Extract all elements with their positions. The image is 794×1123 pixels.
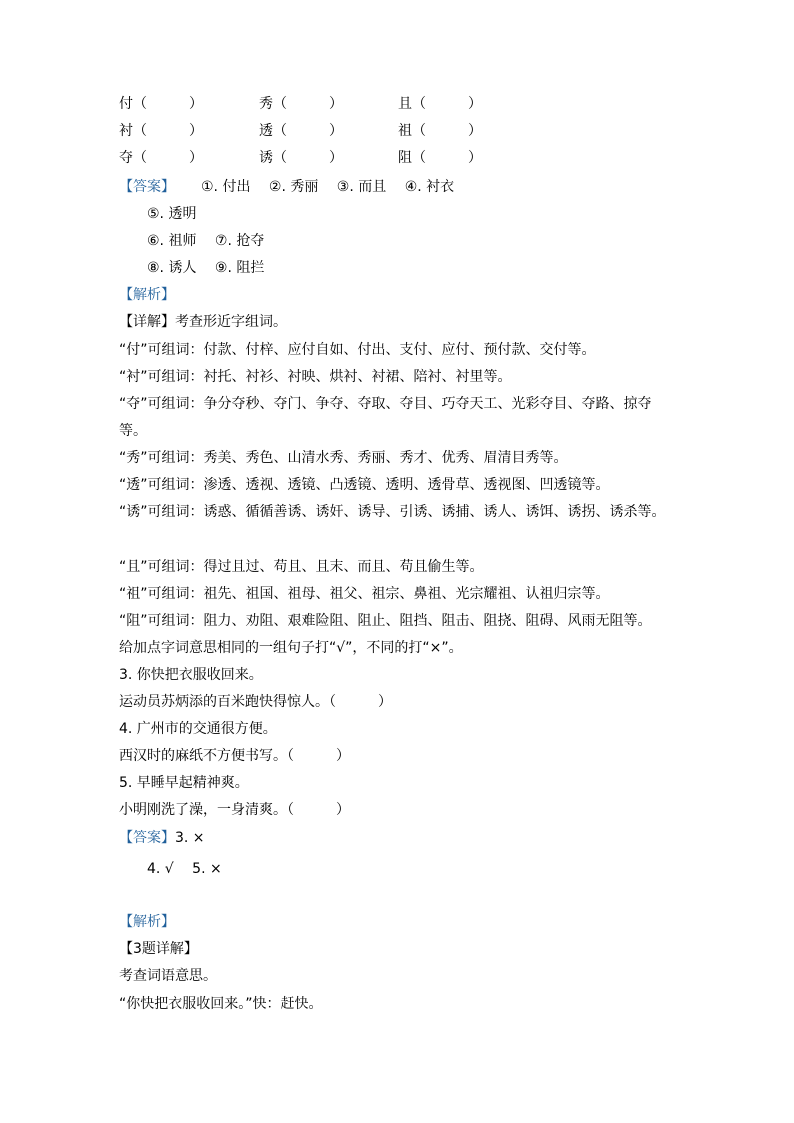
- answer-block-1: [119, 177, 454, 197]
- analysis-label: 【解析】: [119, 287, 175, 303]
- answer-text: 3. ×: [175, 830, 205, 846]
- analysis-line: “夺”可组词：争分夺秒、夺门、争夺、夺取、夺目、巧夺天工、光彩夺目、夺路、掠夺: [119, 396, 652, 412]
- answer-text: ①. 付出 ②. 秀丽 ③. 而且 ④. 衬衣: [201, 179, 455, 195]
- question-item: 运动员苏炳添的百米跑快得惊人。（ ）: [119, 694, 392, 710]
- question-item: 5. 早睡早起精神爽。: [119, 775, 249, 791]
- answer-text: ⑧. 诱人 ⑨. 阻拦: [147, 260, 265, 276]
- fill-cell: 付（ ）: [119, 96, 203, 112]
- analysis-line: “诱”可组词：诱惑、循循善诱、诱奸、诱导、引诱、诱捕、诱人、诱饵、诱拐、诱杀等。: [119, 504, 666, 520]
- analysis-label: 【解析】: [119, 914, 175, 930]
- answer-block-2: [119, 828, 205, 848]
- question-item: 3. 你快把衣服收回来。: [119, 667, 263, 683]
- question-instruction: 给加点字词意思相同的一组句子打“√”，不同的打“×”。: [119, 640, 463, 656]
- analysis-line: “衬”可组词：衬托、衬衫、衬映、烘衬、衬裙、陪衬、衬里等。: [119, 369, 512, 385]
- detail-line: [119, 312, 287, 332]
- analysis-line: 等。: [119, 423, 147, 439]
- question-item: 小明刚洗了澡，一身清爽。（ ）: [119, 802, 350, 818]
- answer-text: ⑤. 透明: [147, 206, 197, 222]
- detail-text: 考查形近字组词。: [175, 314, 287, 330]
- fill-cell: 祖（ ）: [398, 123, 482, 139]
- analysis-line: 考查词语意思。: [119, 968, 217, 984]
- analysis-line: “阻”可组词：阻力、劝阻、艰难险阻、阻止、阻挡、阻击、阻挠、阻碍、风雨无阻等。: [119, 613, 652, 629]
- analysis-line: “秀”可组词：秀美、秀色、山清水秀、秀丽、秀才、优秀、眉清目秀等。: [119, 450, 568, 466]
- answer-text: 4. √ 5. ×: [147, 861, 222, 877]
- fill-cell: 秀（ ）: [259, 96, 343, 112]
- analysis-line: “你快把衣服收回来。”快：赶快。: [119, 996, 323, 1012]
- question-item: 西汉时的麻纸不方便书写。（ ）: [119, 748, 350, 764]
- fill-cell: 夺（ ）: [119, 150, 203, 166]
- answer-text: ⑥. 祖师 ⑦. 抢夺: [147, 233, 265, 249]
- analysis-line: “且”可组词：得过且过、苟且、且末、而且、苟且偷生等。: [119, 559, 484, 575]
- detail-label: 【详解】: [119, 314, 175, 330]
- answer-label: 【答案】: [119, 830, 175, 846]
- fill-cell: 衬（ ）: [119, 123, 203, 139]
- detail-label: 【3题详解】: [119, 941, 198, 957]
- fill-cell: 阻（ ）: [398, 150, 482, 166]
- analysis-line: “付”可组词：付款、付梓、应付自如、付出、支付、应付、预付款、交付等。: [119, 342, 596, 358]
- answer-label: 【答案】: [119, 179, 175, 195]
- analysis-line: “祖”可组词：祖先、祖国、祖母、祖父、祖宗、鼻祖、光宗耀祖、认祖归宗等。: [119, 586, 610, 602]
- fill-cell: 且（ ）: [398, 96, 482, 112]
- question-item: 4. 广州市的交通很方便。: [119, 721, 277, 737]
- fill-cell: 透（ ）: [259, 123, 343, 139]
- fill-cell: 诱（ ）: [259, 150, 343, 166]
- analysis-line: “透”可组词：渗透、透视、透镜、凸透镜、透明、透骨草、透视图、凹透镜等。: [119, 477, 610, 493]
